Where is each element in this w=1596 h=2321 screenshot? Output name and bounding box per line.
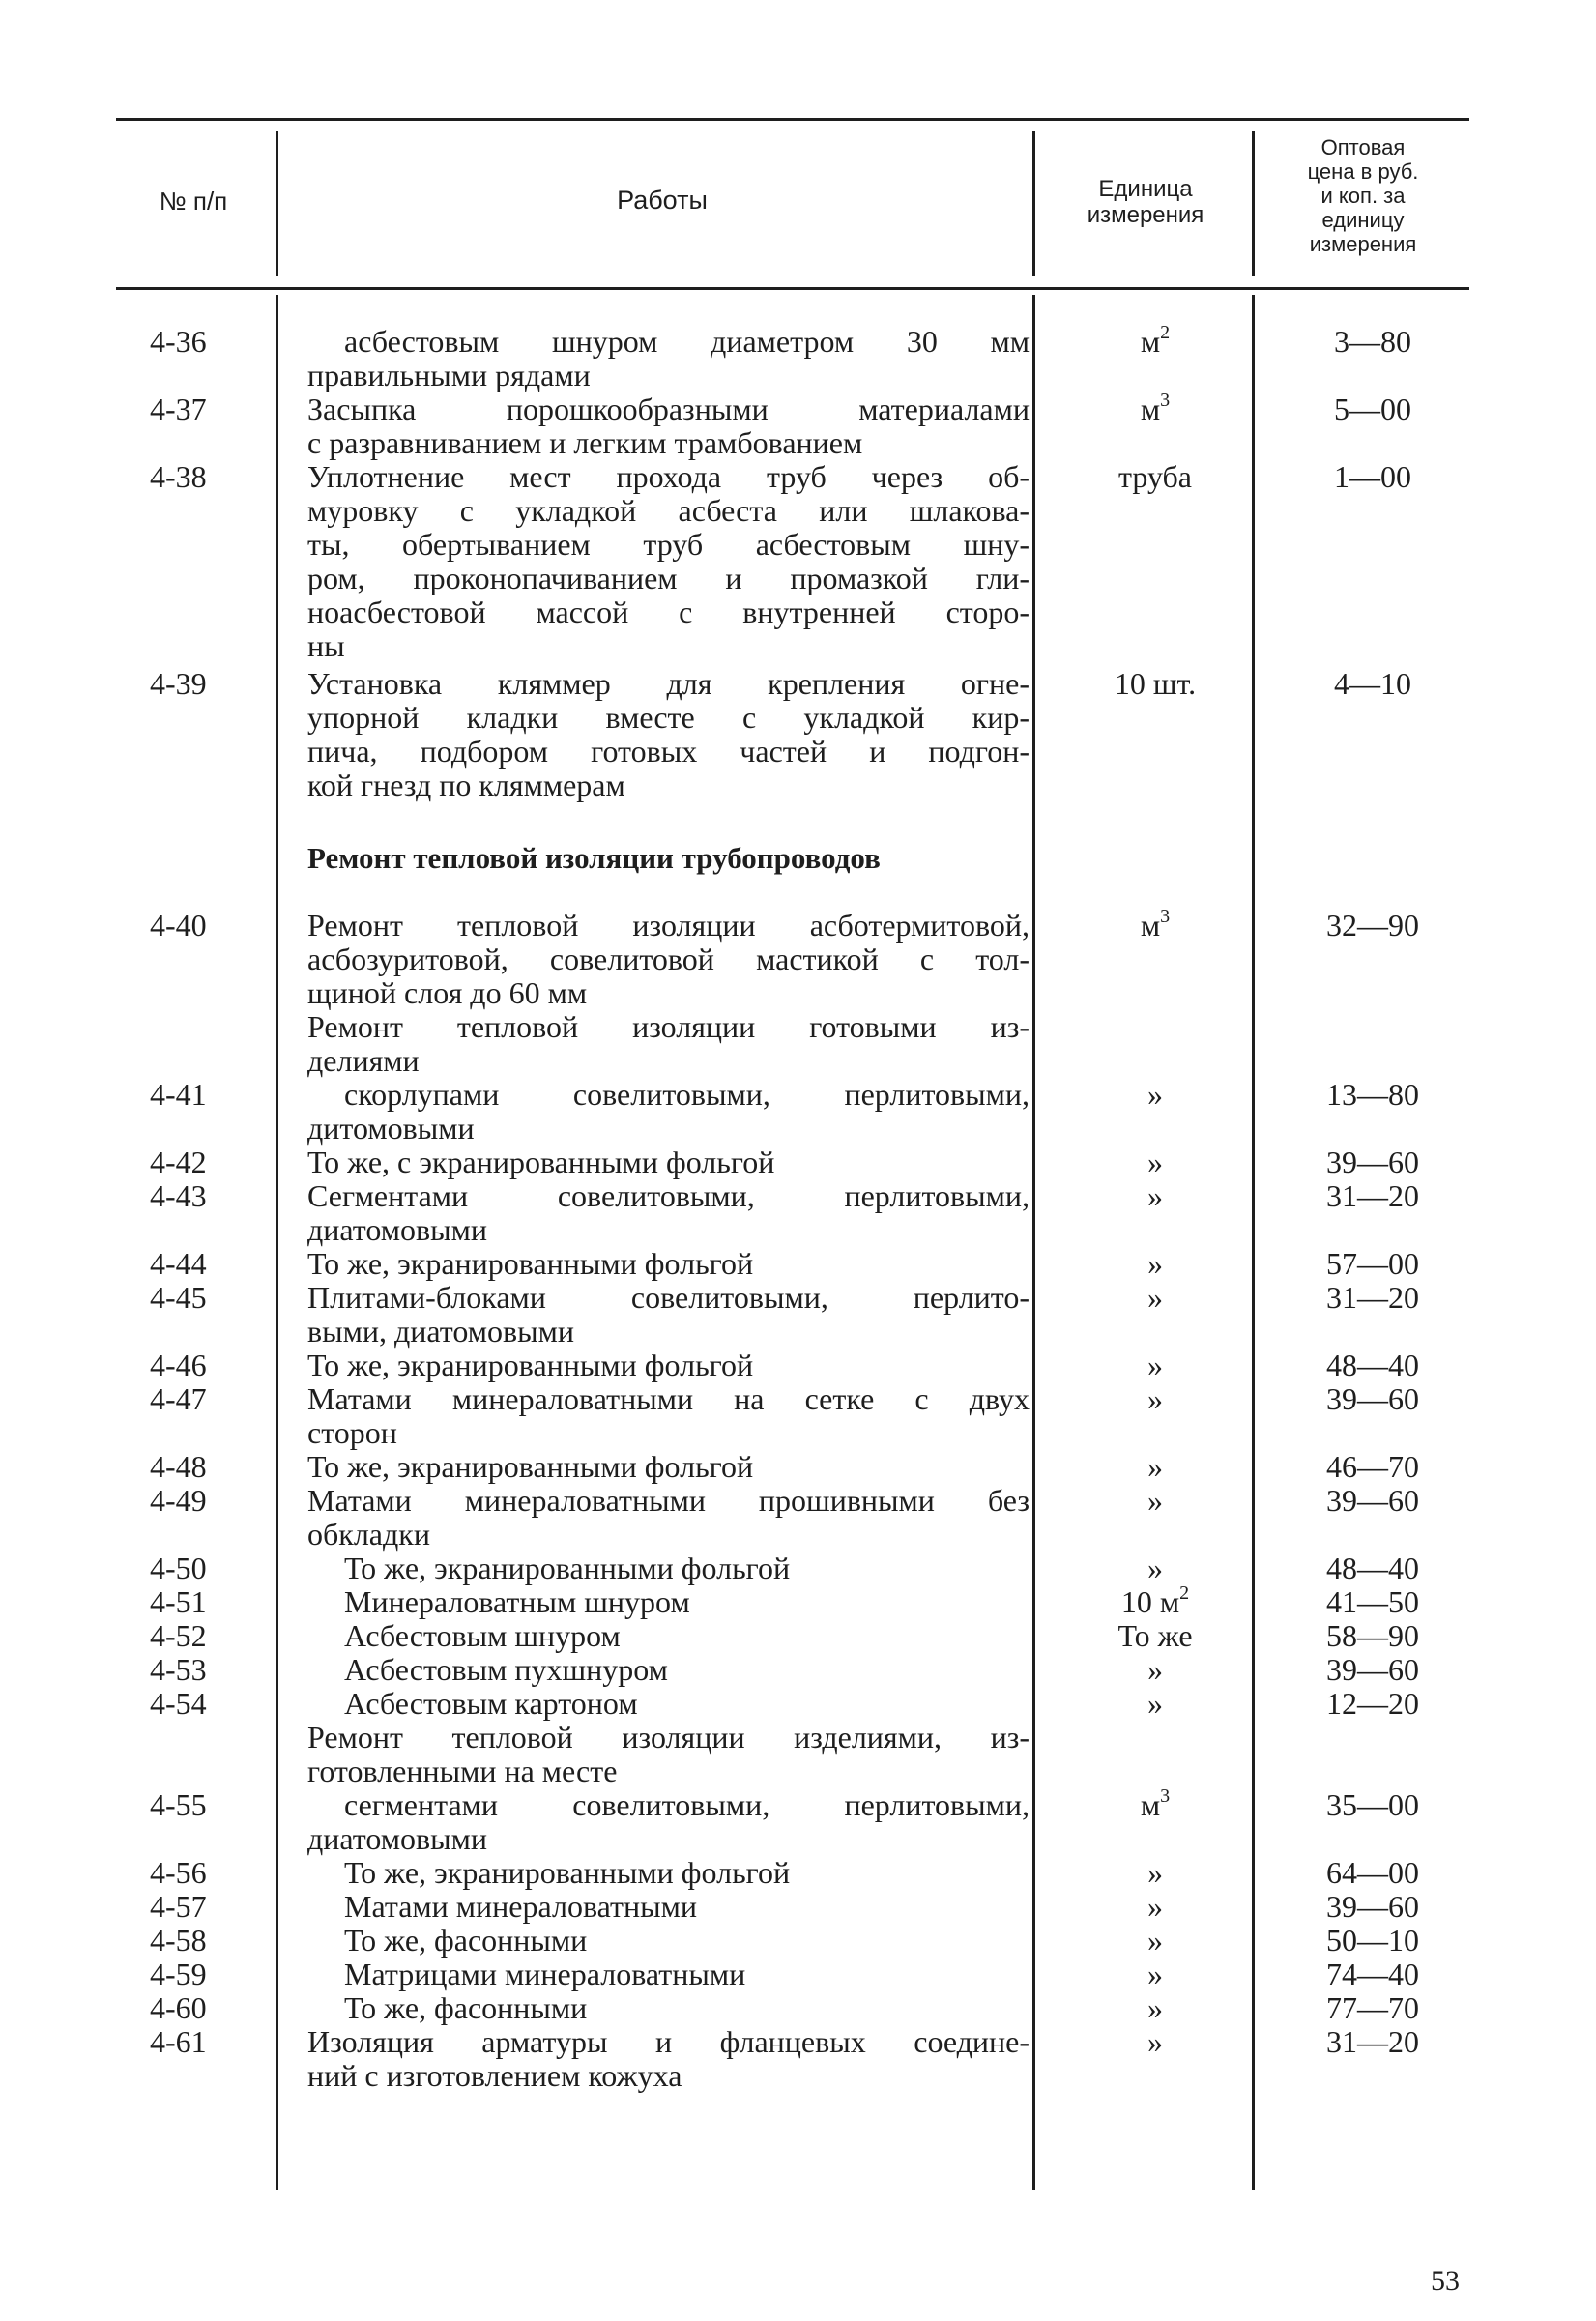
unit-of-measure: »: [1147, 1686, 1163, 1721]
work-description-line: Асбестовым картоном: [344, 1686, 638, 1721]
row-number: 4-58: [150, 1923, 207, 1958]
work-description-line: Ремонт тепловой изоляции асботермитовой,: [307, 908, 1030, 943]
unit-of-measure: »: [1147, 1889, 1163, 1924]
wholesale-price: 31—20: [1326, 1178, 1419, 1213]
wholesale-price: 13—80: [1326, 1077, 1419, 1112]
unit-of-measure: 10 шт.: [1114, 666, 1197, 701]
row-number: 4-53: [150, 1652, 207, 1687]
work-description-line: выми, диатомовыми: [307, 1314, 574, 1349]
work-description-line: Изоляция арматуры и фланцевых соедине-: [307, 2024, 1030, 2059]
work-description-line: Асбестовым пухшнуром: [344, 1652, 668, 1687]
row-number: 4-48: [150, 1449, 207, 1484]
column-divider: [276, 295, 278, 2190]
row-number: 4-36: [150, 324, 207, 359]
wholesale-price: 1—00: [1334, 459, 1411, 494]
wholesale-price: 57—00: [1326, 1246, 1419, 1281]
unit-of-measure: $м^3$: [1140, 906, 1171, 943]
column-divider: [1032, 131, 1035, 276]
work-description-line: муровку с укладкой асбеста или шлакова-: [307, 493, 1030, 528]
unit-of-measure: труба: [1117, 459, 1192, 494]
wholesale-price: 41—50: [1326, 1584, 1419, 1619]
unit-of-measure: »: [1147, 1957, 1163, 1991]
work-description-line: Асбестовым шнуром: [344, 1618, 621, 1653]
wholesale-price: 39—60: [1326, 1483, 1419, 1518]
unit-of-measure: $м^3$: [1140, 390, 1171, 426]
wholesale-price: 35—00: [1326, 1787, 1419, 1822]
unit-of-measure: 10 $м^2$: [1120, 1582, 1190, 1619]
work-description-line: обкладки: [307, 1517, 430, 1552]
work-description-line: асбестовым шнуром диаметром 30 мм: [344, 324, 1030, 359]
wholesale-price: 31—20: [1326, 2024, 1419, 2059]
work-description-line: щиной слоя до 60 мм: [307, 975, 588, 1010]
wholesale-price: 31—20: [1326, 1280, 1419, 1315]
work-description-line: То же, с экранированными фольгой: [307, 1145, 775, 1179]
unit-of-measure: »: [1147, 1483, 1163, 1518]
wholesale-price: 39—60: [1326, 1889, 1419, 1924]
unit-of-measure: »: [1147, 1145, 1163, 1179]
wholesale-price: 46—70: [1326, 1449, 1419, 1484]
row-number: 4-56: [150, 1855, 207, 1890]
work-description-line: правильными рядами: [307, 358, 591, 392]
wholesale-price: 48—40: [1326, 1348, 1419, 1382]
work-description-line: Матами минераловатными на сетке с двух: [307, 1381, 1030, 1416]
wholesale-price: 39—60: [1326, 1145, 1419, 1179]
unit-of-measure: »: [1147, 1077, 1163, 1112]
unit-of-measure: То же: [1117, 1618, 1193, 1653]
work-description-line: упорной кладки вместе с укладкой кир-: [307, 700, 1030, 735]
work-description-line: Засыпка порошкообразными материалами: [307, 392, 1030, 426]
work-description-line: ний с изготовлением кожуха: [307, 2058, 682, 2093]
column-divider: [1032, 295, 1035, 2190]
header-num: № п/п: [159, 187, 228, 216]
page-number: 53: [1431, 2265, 1460, 2297]
row-number: 4-59: [150, 1957, 207, 1991]
work-description-line: Сегментами совелитовыми, перлитовыми,: [307, 1178, 1030, 1213]
work-description-line: сегментами совелитовыми, перлитовыми,: [344, 1787, 1030, 1822]
work-description-line: с разравниванием и легким трамбованием: [307, 425, 863, 460]
wholesale-price: 39—60: [1326, 1381, 1419, 1416]
row-number: 4-54: [150, 1686, 207, 1721]
column-divider: [276, 131, 278, 276]
row-number: 4-37: [150, 392, 207, 426]
unit-of-measure: »: [1147, 1348, 1163, 1382]
superscript: 2: [1160, 322, 1171, 344]
row-number: 4-39: [150, 666, 207, 701]
work-description-line: Минераловатным шнуром: [344, 1584, 690, 1619]
superscript: 3: [1160, 906, 1171, 928]
work-description-line: Матрицами минераловатными: [344, 1957, 746, 1991]
wholesale-price: 12—20: [1326, 1686, 1419, 1721]
row-number: 4-46: [150, 1348, 207, 1382]
wholesale-price: 77—70: [1326, 1990, 1419, 2025]
work-description-line: То же, экранированными фольгой: [307, 1449, 754, 1484]
unit-of-measure: »: [1147, 1246, 1163, 1281]
work-description-line: ны: [307, 628, 345, 663]
unit-of-measure: $м^2$: [1140, 322, 1171, 359]
wholesale-price: 48—40: [1326, 1551, 1419, 1585]
superscript: 3: [1160, 390, 1171, 412]
work-description-line: диатомовыми: [307, 1821, 487, 1856]
row-number: 4-55: [150, 1787, 207, 1822]
work-description-line: То же, экранированными фольгой: [344, 1855, 791, 1890]
wholesale-price: 64—00: [1326, 1855, 1419, 1890]
superscript: 3: [1160, 1785, 1171, 1808]
work-description-line: То же, экранированными фольгой: [344, 1551, 791, 1585]
unit-of-measure: »: [1147, 1923, 1163, 1958]
row-number: 4-51: [150, 1584, 207, 1619]
wholesale-price: 4—10: [1334, 666, 1411, 701]
work-description-line: Матами минераловатными: [344, 1889, 697, 1924]
unit-of-measure: »: [1147, 1178, 1163, 1213]
row-number: 4-38: [150, 459, 207, 494]
row-number: 4-44: [150, 1246, 207, 1281]
work-description-line: делиями: [307, 1043, 420, 1078]
row-number: 4-43: [150, 1178, 207, 1213]
work-description-line: кой гнезд по кляммерам: [307, 768, 625, 802]
row-number: 4-61: [150, 2024, 207, 2059]
header-bottom-rule: [116, 287, 1469, 290]
work-description-line: сторон: [307, 1415, 397, 1450]
work-description-line: То же, экранированными фольгой: [307, 1348, 754, 1382]
work-description-line: ты, обертыванием труб асбестовым шну-: [307, 527, 1030, 562]
wholesale-price: 3—80: [1334, 324, 1411, 359]
row-number: 4-57: [150, 1889, 207, 1924]
work-description-line: ром, проконопачиванием и промазкой гли-: [307, 561, 1030, 595]
row-number: 4-50: [150, 1551, 207, 1585]
work-description-line: дитомовыми: [307, 1111, 475, 1146]
wholesale-price: 74—40: [1326, 1957, 1419, 1991]
row-number: 4-40: [150, 908, 207, 943]
wholesale-price: 58—90: [1326, 1618, 1419, 1653]
section-heading: Ремонт тепловой изоляции трубопроводов: [307, 841, 881, 875]
row-number: 4-52: [150, 1618, 207, 1653]
unit-of-measure: »: [1147, 1280, 1163, 1315]
row-number: 4-42: [150, 1145, 207, 1179]
work-description-line: То же, фасонными: [344, 1990, 588, 2025]
work-description-line: Ремонт тепловой изоляции готовыми из-: [307, 1009, 1030, 1044]
work-description-line: Плитами-блоками совелитовыми, перлито-: [307, 1280, 1030, 1315]
work-description-line: асбозуритовой, совелитовой мастикой с тол-: [307, 942, 1030, 976]
work-description-line: Уплотнение мест прохода труб через об-: [307, 459, 1030, 494]
unit-of-measure: »: [1147, 1381, 1163, 1416]
header-unit: Единица измерения: [1087, 176, 1204, 228]
unit-of-measure: $м^3$: [1140, 1785, 1171, 1822]
work-description-line: Ремонт тепловой изоляции изделиями, из-: [307, 1720, 1030, 1755]
work-description-line: готовленными на месте: [307, 1754, 618, 1788]
row-number: 4-60: [150, 1990, 207, 2025]
work-description-line: диатомовыми: [307, 1212, 487, 1247]
unit-of-measure: »: [1147, 1551, 1163, 1585]
unit-of-measure: »: [1147, 1449, 1163, 1484]
work-description-line: Установка кляммер для крепления огне-: [307, 666, 1030, 701]
work-description-line: То же, экранированными фольгой: [307, 1246, 754, 1281]
top-rule: [116, 118, 1469, 121]
unit-of-measure: »: [1147, 2024, 1163, 2059]
work-description-line: скорлупами совелитовыми, перлитовыми,: [344, 1077, 1030, 1112]
header-work: Работы: [617, 186, 708, 215]
unit-of-measure: »: [1147, 1855, 1163, 1890]
wholesale-price: 39—60: [1326, 1652, 1419, 1687]
work-description-line: Матами минераловатными прошивными без: [307, 1483, 1030, 1518]
row-number: 4-45: [150, 1280, 207, 1315]
column-divider: [1252, 131, 1255, 276]
unit-of-measure: »: [1147, 1990, 1163, 2025]
work-description-line: пича, подбором готовых частей и подгон-: [307, 734, 1030, 769]
row-number: 4-49: [150, 1483, 207, 1518]
wholesale-price: 5—00: [1334, 392, 1411, 426]
row-number: 4-41: [150, 1077, 207, 1112]
work-description-line: То же, фасонными: [344, 1923, 588, 1958]
unit-of-measure: »: [1147, 1652, 1163, 1687]
row-number: 4-47: [150, 1381, 207, 1416]
header-price: Оптовая цена в руб. и коп. за единицу измерения: [1307, 135, 1419, 256]
wholesale-price: 32—90: [1326, 908, 1419, 943]
work-description-line: ноасбестовой массой с внутренней сторо-: [307, 595, 1030, 629]
wholesale-price: 50—10: [1326, 1923, 1419, 1958]
superscript: 2: [1179, 1582, 1190, 1605]
